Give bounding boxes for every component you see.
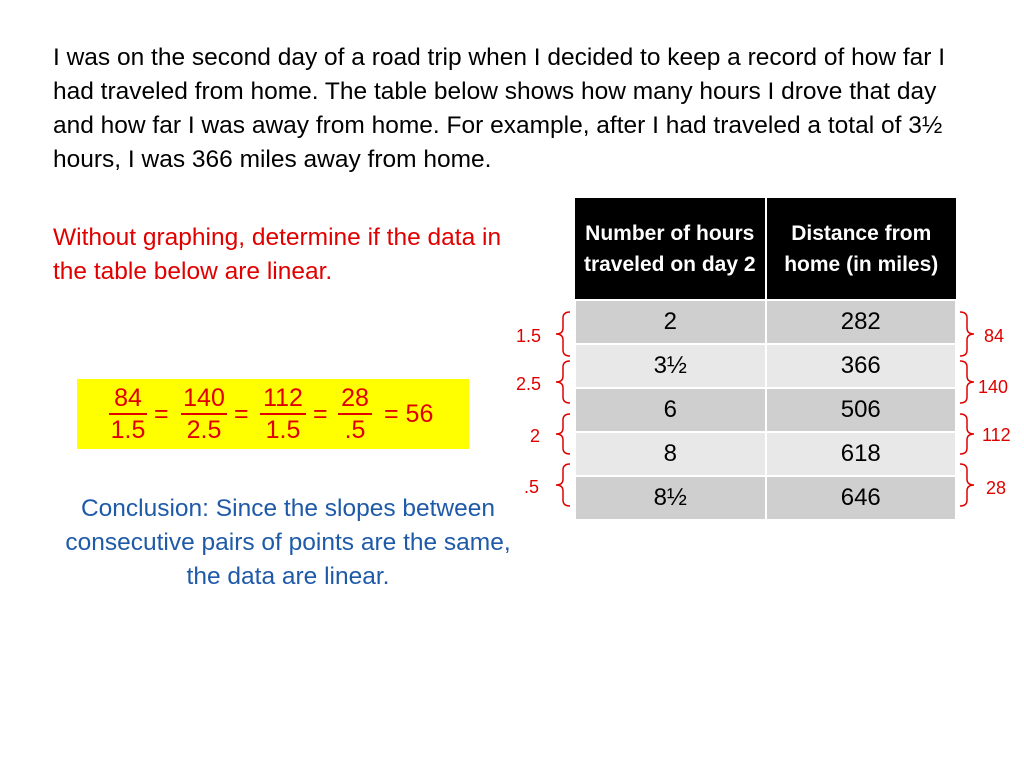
fraction-denominator: .5 — [344, 416, 366, 444]
distance-column-header: Distance from home (in miles) — [766, 198, 957, 300]
fraction-denominator: 1.5 — [265, 416, 301, 444]
left-difference-label: 1.5 — [516, 326, 542, 346]
hours-cell: 8 — [575, 432, 766, 476]
fraction-numerator: 112 — [263, 384, 303, 412]
question-text: Without graphing, determine if the data in the table below are linear. — [53, 224, 502, 285]
left-bracket-1 — [556, 312, 570, 356]
distance-cell: 618 — [766, 432, 957, 476]
left-bracket-2 — [556, 361, 570, 403]
right-bracket-1 — [960, 312, 974, 356]
fraction-numerator: 140 — [183, 384, 225, 412]
equals-sign: = — [234, 400, 249, 428]
slope-result: = 56 — [384, 400, 434, 428]
equals-sign: = — [154, 400, 169, 428]
right-difference-label: 112 — [982, 425, 1011, 445]
hours-cell: 2 — [575, 300, 766, 344]
distance-cell: 366 — [766, 344, 957, 388]
hours-cell: 6 — [575, 388, 766, 432]
left-difference-label: .5 — [524, 477, 540, 497]
hours-cell: 8½ — [575, 476, 766, 520]
hours-column-header: Number of hours traveled on day 2 — [575, 198, 766, 300]
left-difference-label: 2.5 — [516, 374, 542, 394]
equals-sign: = — [313, 400, 328, 428]
distance-cell: 506 — [766, 388, 957, 432]
hours-cell: 3½ — [575, 344, 766, 388]
fraction-numerator: 28 — [341, 384, 369, 412]
right-bracket-3 — [960, 414, 974, 454]
right-bracket-2 — [960, 361, 974, 403]
right-difference-label: 140 — [978, 377, 1009, 397]
distance-cell: 646 — [766, 476, 957, 520]
fraction-denominator: 2.5 — [186, 416, 222, 444]
left-difference-label: 2 — [530, 426, 541, 446]
right-bracket-4 — [960, 464, 974, 506]
right-difference-label: 28 — [986, 478, 1007, 498]
problem-text: I was on the second day of a road trip when I decided to keep a record of how far I had traveled from home. The table below shows how many hours I drove that day and how far I was away from home. For example, after I had traveled a total of 3½ hours, I was 366 miles away from home. — [53, 44, 946, 173]
fraction-denominator: 1.5 — [110, 416, 146, 444]
conclusion-text: Conclusion: Since the slopes between consecutive pairs of points are the same, the data are linear. — [65, 495, 511, 590]
distance-cell: 282 — [766, 300, 957, 344]
fraction-numerator: 84 — [114, 384, 142, 412]
left-bracket-4 — [556, 464, 570, 506]
left-bracket-3 — [556, 414, 570, 454]
right-difference-label: 84 — [984, 326, 1005, 346]
